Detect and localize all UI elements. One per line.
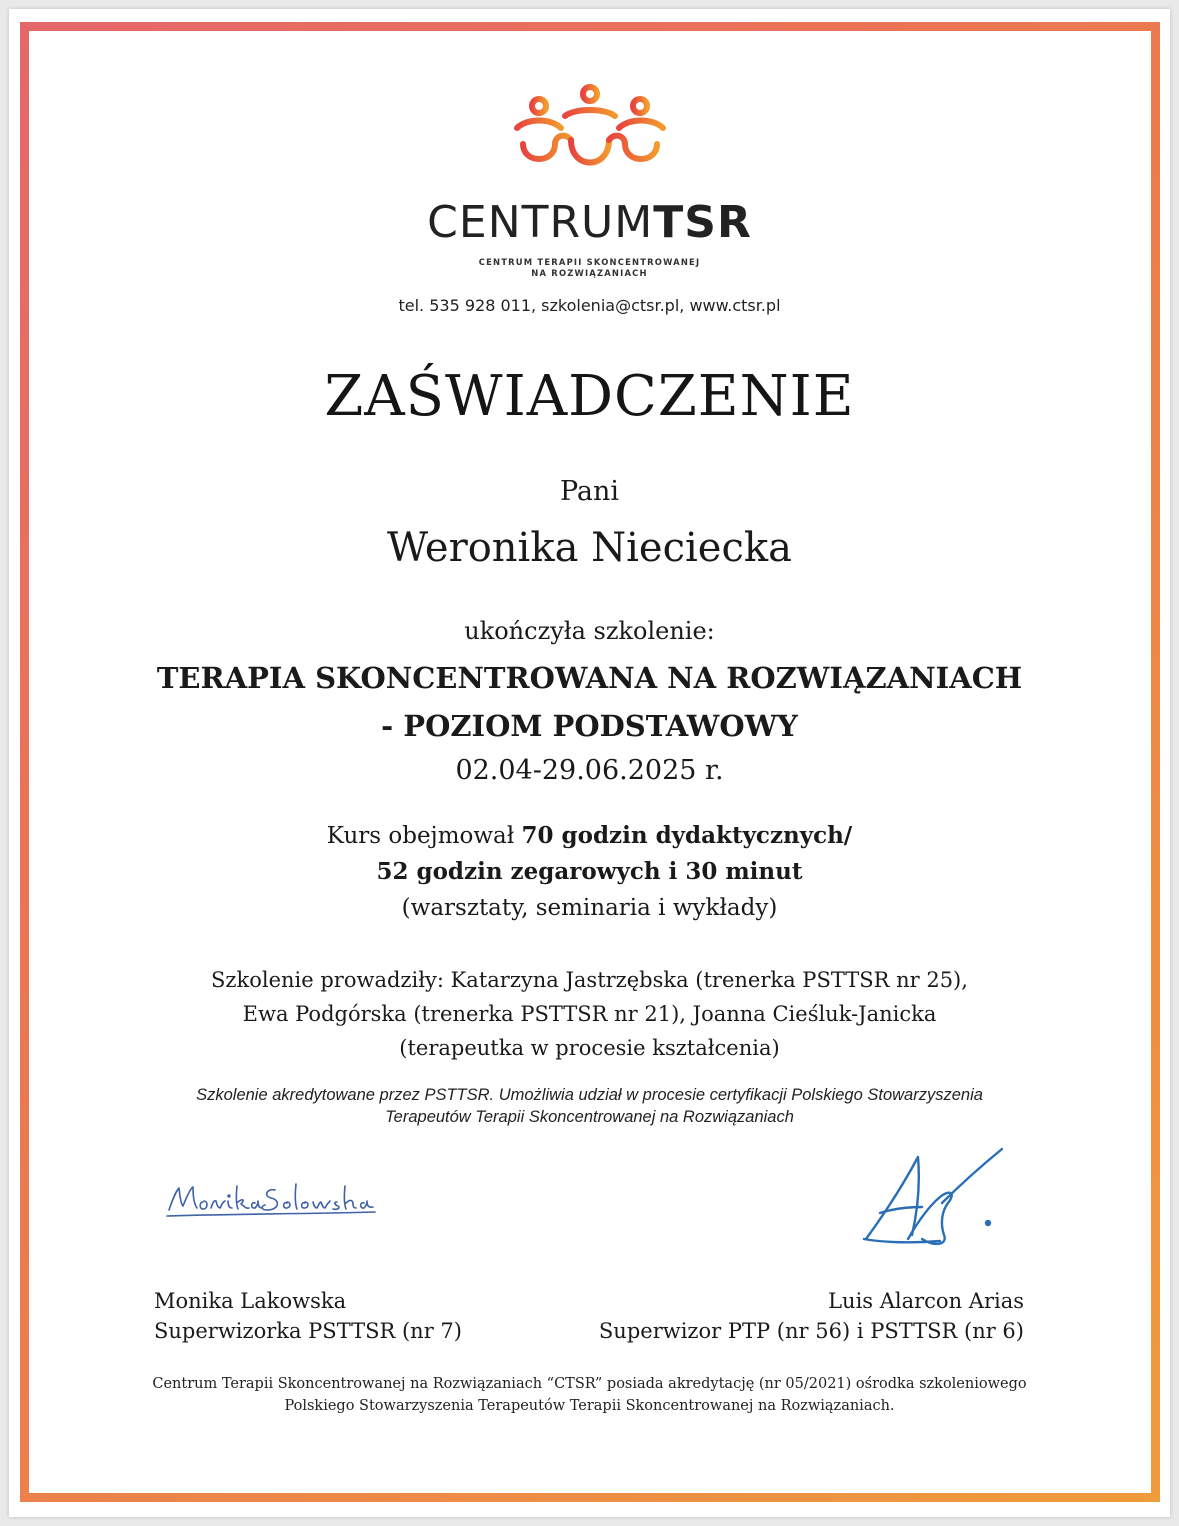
trainers-line2: Ewa Podgórska (trenerka PSTTSR nr 21), Joanna Cieśluk-Janicka — [242, 1002, 937, 1026]
accreditation-note — [0, 1084, 1179, 1128]
course-title — [0, 654, 1179, 750]
document-title: ZAŚWIADCZENIE — [324, 364, 855, 429]
signer-left-name: Monika Lakowska — [154, 1289, 347, 1313]
brand-regular: CENTRUM — [427, 197, 654, 248]
brand-subtitle-line2: NA ROZWIĄZANIACH — [531, 268, 648, 278]
signature-left — [163, 1168, 388, 1228]
course-hours — [0, 818, 1179, 926]
signer-left — [154, 1286, 462, 1346]
brand-subtitle — [0, 257, 1179, 279]
signature-right — [856, 1143, 1006, 1258]
trainers — [0, 963, 1179, 1065]
footer-line2: Polskiego Stowarzyszenia Terapeutów Terapii Skoncentrowanej na Rozwiązaniach. — [284, 1398, 895, 1414]
signer-right-name: Luis Alarcon Arias — [828, 1289, 1024, 1313]
trainers-line3: (terapeutka w procesie kształcenia) — [399, 1036, 780, 1060]
footer-line1: Centrum Terapii Skoncentrowanej na Rozwiązaniach “CTSR” posiada akredytację (nr 05/2021) ośrodka szkoleniowego — [152, 1376, 1027, 1392]
recipient-name: Weronika Nieciecka — [387, 525, 792, 571]
footer-note — [0, 1373, 1179, 1417]
course-dates: 02.04-29.06.2025 r. — [455, 755, 724, 786]
brand-subtitle-line1: CENTRUM TERAPII SKONCENTROWANEJ — [478, 257, 701, 267]
ctsr-logo-icon — [509, 82, 671, 172]
contact-info: tel. 535 928 011, szkolenia@ctsr.pl, www.ctsr.pl — [398, 296, 781, 315]
brand-wordmark — [0, 198, 1179, 248]
signer-left-role: Superwizorka PSTTSR (nr 7) — [154, 1319, 462, 1343]
accreditation-line2: Terapeutów Terapii Skoncentrowanej na Rozwiązaniach — [385, 1108, 794, 1126]
brand-bold: TSR — [653, 197, 752, 248]
hours-clock: 52 godzin zegarowych i 30 minut — [376, 858, 803, 885]
hours-format: (warsztaty, seminaria i wykłady) — [401, 895, 778, 921]
completed-label: ukończyła szkolenie: — [464, 617, 715, 645]
hours-prefix: Kurs obejmował — [326, 823, 522, 849]
signer-right-role: Superwizor PTP (nr 56) i PSTTSR (nr 6) — [598, 1319, 1024, 1343]
trainers-line1: Szkolenie prowadziły: Katarzyna Jastrzębska (trenerka PSTTSR nr 25), — [211, 968, 968, 992]
accreditation-line1: Szkolenie akredytowane przez PSTTSR. Umożliwia udział w procesie certyfikacji Polskiego Stowarzyszenia — [196, 1086, 983, 1104]
salutation: Pani — [559, 476, 620, 507]
signer-right — [599, 1286, 1024, 1346]
course-title-line2: - POZIOM PODSTAWOWY — [381, 709, 798, 743]
course-title-line1: TERAPIA SKONCENTROWANA NA ROZWIĄZANIACH — [156, 661, 1023, 695]
hours-didactic: 70 godzin dydaktycznych/ — [521, 822, 853, 849]
